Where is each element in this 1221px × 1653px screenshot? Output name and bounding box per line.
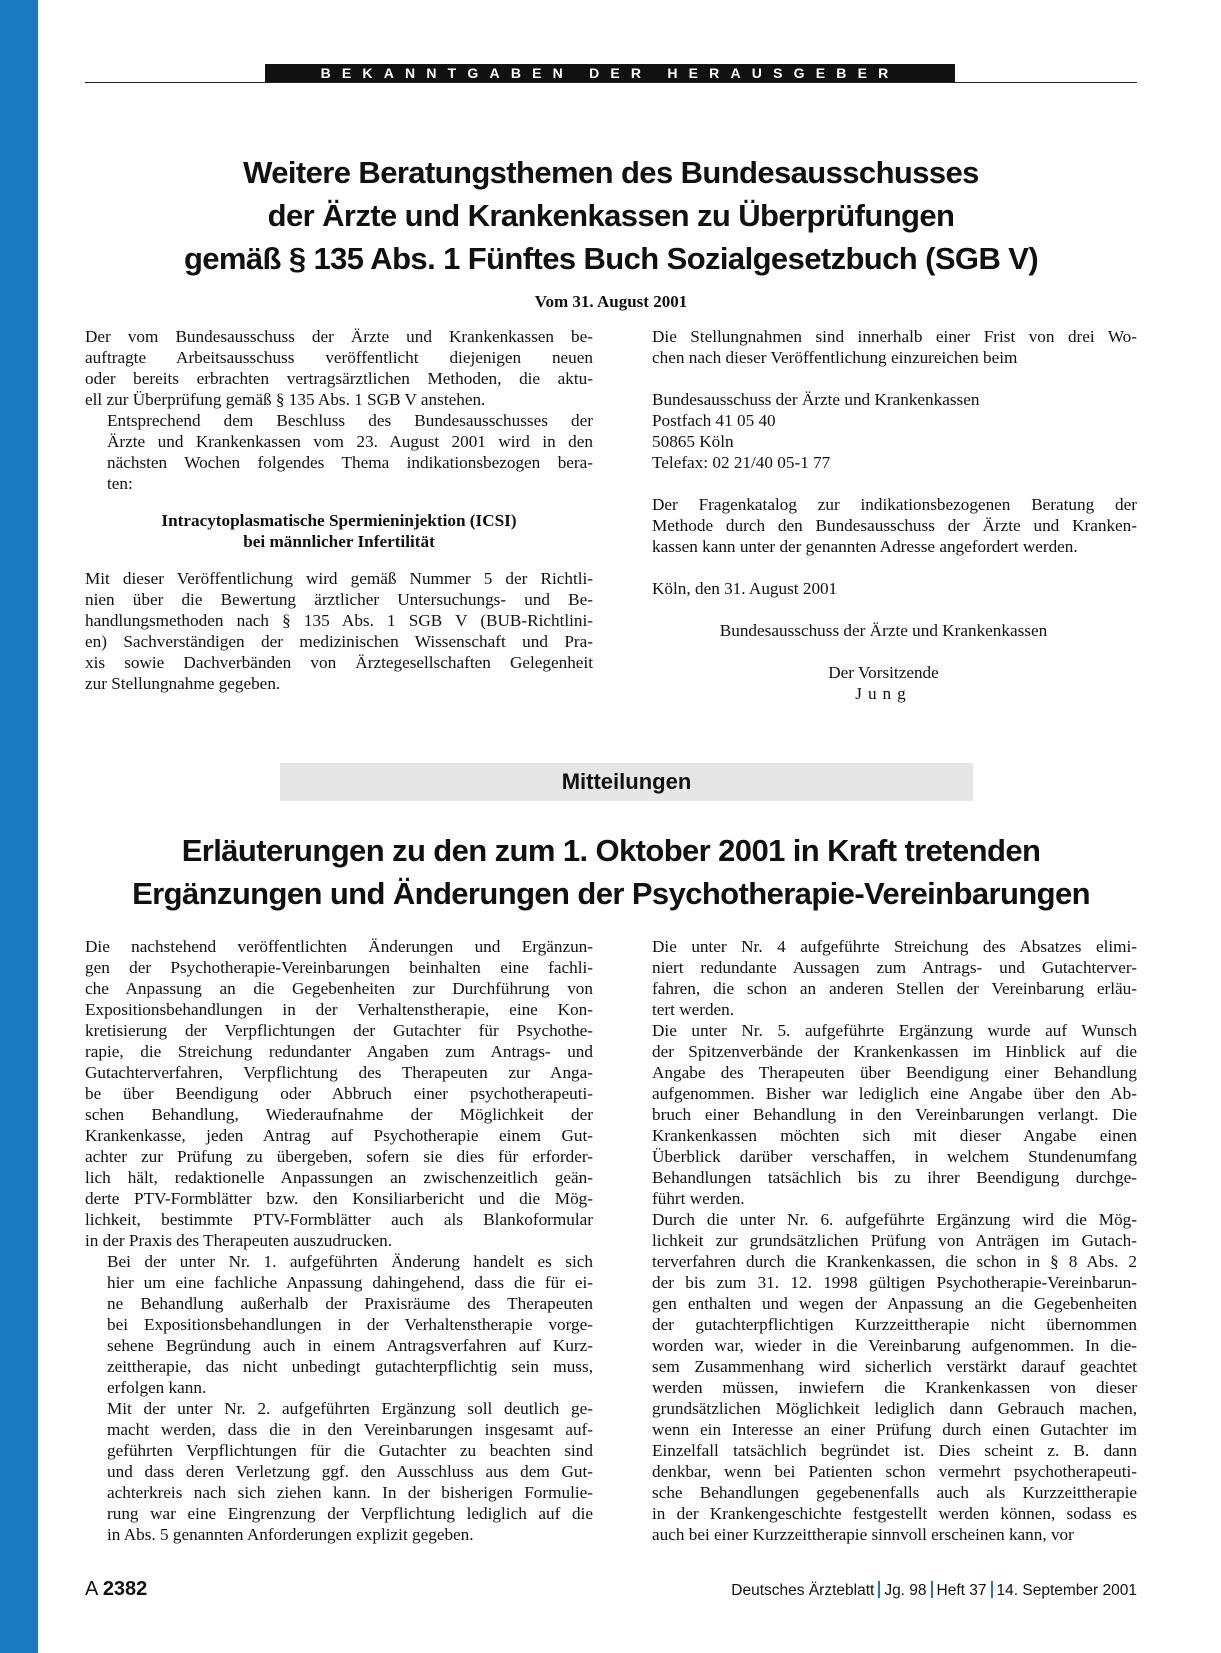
title-line: der Ärzte und Krankenkassen zu Überprüfungen [267, 198, 955, 233]
text-line: werden müssen, inwiefern die Krankenkassen von dieser [652, 1378, 1137, 1397]
text-line: Der Fragenkatalog zur indikationsbezogenen Beratung der [652, 495, 1137, 514]
text-line: Gutachterverfahren, Verpflichtung des Therapeuten zur Anga- [85, 1063, 593, 1082]
text-line: gen der Psychotherapie-Vereinbarungen beinhalten eine fachli- [85, 958, 593, 977]
text-line: in der Krankengeschichte festgestellt werden können, sodass es [652, 1504, 1137, 1523]
text-line: Die unter Nr. 5. aufgeführte Ergänzung wurde auf Wunsch [652, 1021, 1137, 1040]
text-line: Entsprechend dem Beschluss des Bundesausschusses der [107, 411, 593, 430]
text-line: aufgenommen. Bisher war lediglich eine Angabe über den Ab- [652, 1084, 1137, 1103]
text-line: erfolgen kann. [107, 1378, 207, 1397]
text-line: en) Sachverständigen der medizinischen Wissenschaft und Pra- [85, 632, 593, 651]
text-line: handlungsmethoden nach § 135 Abs. 1 SGB V (BUB-Richtlini- [85, 611, 593, 630]
journal-date: 14. September 2001 [996, 1582, 1137, 1599]
page-prefix: A [85, 1578, 98, 1600]
text-line: Bundesausschuss der Ärzte und Krankenkassen [652, 390, 980, 409]
journal-volume: Jg. 98 [884, 1582, 927, 1599]
text-line: terverfahren durch die Krankenkassen, die schon in § 8 Abs. 2 [652, 1252, 1137, 1271]
text-line: sem Zusammenhang wird sicherlich verstärkt darauf geachtet [652, 1357, 1137, 1376]
text-line: der bis zum 31. 12. 1998 gültigen Psychotherapie-Vereinbarun- [652, 1273, 1137, 1292]
text-line: schen Behandlung, Wiederaufnahme der Möglichkeit der [85, 1105, 593, 1124]
text-line: auch bei einer Kurzzeittherapie sinnvoll erscheinen kann, vor [652, 1525, 1074, 1544]
text-line: ell zur Überprüfung gemäß § 135 Abs. 1 SGB V anstehen. [85, 390, 486, 409]
text-line: wenn ein Interesse an einer Prüfung durch einen Gutachter im [652, 1420, 1137, 1439]
text-line: Die Stellungnahmen sind innerhalb einer Frist von drei Wo- [652, 327, 1137, 346]
text-line: sche Behandlungen gegebenenfalls auch als Kurzzeittherapie [652, 1483, 1137, 1502]
paragraph [630, 1020, 1137, 1209]
title-line: Weitere Beratungsthemen des Bundesausschusses [243, 155, 979, 190]
text-line: in Abs. 5 genannten Anforderungen explizit gegeben. [107, 1525, 474, 1544]
signature-org: Bundesausschuss der Ärzte und Krankenkassen [719, 621, 1048, 640]
text-line: der Spitzenverbände der Krankenkassen im Hinblick auf die [652, 1042, 1137, 1061]
paragraph [630, 936, 1137, 1020]
article1-dateline: Vom 31. August 2001 [534, 292, 688, 311]
text-line: rung war eine Eingrenzung der Verpflichtung lediglich auf die [107, 1504, 593, 1523]
text-line: der gutachterpflichtigen Kurzzeittherapie nicht übernommen [652, 1315, 1137, 1334]
text-line: worden war, wieder in die Vereinbarung aufgenommen. In die- [652, 1336, 1137, 1355]
address-block [630, 389, 1137, 473]
title-line: Ergänzungen und Änderungen der Psychotherapie-Vereinbarungen [132, 876, 1090, 911]
text-line: bei Expositionsbehandlungen in der Verhaltenstherapie vorge- [107, 1315, 593, 1334]
paragraph [630, 326, 1137, 368]
text-line: tert werden. [652, 1000, 735, 1019]
text-line: Die unter Nr. 4 aufgeführte Streichung des Absatzes elimi- [652, 937, 1137, 956]
text-line: oder bereits erbrachten vertragsärztlichen Methoden, die aktu- [85, 369, 593, 388]
paragraph [630, 494, 1137, 557]
separator [991, 1581, 993, 1598]
text-line: Mit dieser Veröffentlichung wird gemäß Nummer 5 der Richtli- [85, 569, 593, 588]
place-date: Köln, den 31. August 2001 [652, 579, 838, 598]
separator [878, 1581, 880, 1598]
page-number-value: 2382 [102, 1578, 148, 1600]
text-line: bei männlicher Infertilität [243, 532, 435, 551]
text-line: Krankenkasse, jeden Antrag auf Psychotherapie einem Gut- [85, 1126, 593, 1145]
separator [931, 1581, 933, 1598]
section-header: BEKANNTGABEN DER HERAUSGEBER [265, 64, 955, 83]
text-line: ne Behandlung außerhalb der Praxisräume des Therapeuten [107, 1294, 593, 1313]
text-line: Postfach 41 05 40 [652, 411, 776, 430]
side-color-bar [0, 0, 38, 1653]
text-line: führt werden. [652, 1189, 745, 1208]
header-rule [85, 82, 1137, 83]
text-line: auftragte Arbeitsausschuss veröffentlicht diejenigen neuen [85, 348, 593, 367]
paragraph [85, 936, 593, 1251]
text-line: Methode durch den Bundesausschuss der Ärzte und Kranken- [652, 516, 1137, 535]
paragraph [85, 410, 593, 494]
text-line: Krankenkassen möchten sich mit dieser Angabe einen [652, 1126, 1137, 1145]
text-line: lichkeit, bestimmte PTV-Formblätter auch als Blankoformular [85, 1210, 593, 1229]
text-line: zur Stellungnahme gegeben. [85, 674, 281, 693]
text-line: ten: [107, 474, 133, 493]
title-line: Erläuterungen zu den zum 1. Oktober 2001 in Kraft tretenden [181, 833, 1041, 868]
paragraph [85, 1251, 593, 1398]
article1-left-column [85, 326, 593, 694]
text-line: niert redundante Aussagen zum Antrags- und Gutachterver- [652, 958, 1137, 977]
text-line: Überblick darüber verschaffen, in welchem Stundenumfang [652, 1147, 1137, 1166]
text-line: achter zur Prüfung zu übergeben, sofern sie dies für erforder- [85, 1147, 593, 1166]
text-line: Angabe des Therapeuten über Beendigung einer Behandlung [652, 1063, 1137, 1082]
text-line: Durch die unter Nr. 6. aufgeführte Ergänzung wird die Mög- [652, 1210, 1137, 1229]
paragraph [85, 568, 593, 694]
text-line: be über Beendigung oder Abbruch einer psychotherapeuti- [85, 1084, 593, 1103]
paragraph [85, 1398, 593, 1545]
text-line: chen nach dieser Veröffentlichung einzureichen beim [652, 348, 1018, 367]
text-line: Bei der unter Nr. 1. aufgeführten Änderung handelt es sich [107, 1252, 593, 1271]
text-line: hier um eine fachliche Anpassung dahingehend, dass die für ei- [107, 1273, 593, 1292]
footer-citation [731, 1581, 1137, 1600]
article2-title [85, 829, 1137, 915]
page-number [85, 1578, 147, 1601]
text-line: Telefax: 02 21/40 05-1 77 [652, 453, 831, 472]
article1-title [85, 151, 1137, 280]
text-line: Behandlungen tatsächlich bis zu ihrer Beendigung durchge- [652, 1168, 1137, 1187]
text-line: sehene Begründung auch in einem Antragsverfahren auf Kurz- [107, 1336, 593, 1355]
text-line: in der Praxis des Therapeuten auszudrucken. [85, 1231, 393, 1250]
text-line: derte PTV-Formblätter bzw. den Konsiliarbericht und die Mög- [85, 1189, 593, 1208]
text-line: grundsätzlichen Möglichkeit lediglich dann Gebrauch machen, [652, 1399, 1137, 1418]
text-line: gen enthalten und wegen der Anpassung an die Gegebenheiten [652, 1294, 1137, 1313]
text-line: lich hält, redaktionelle Anpassungen an zwischenzeitlich geän- [85, 1168, 593, 1187]
text-line: achterkreis nach sich ziehen kann. In der bisherigen Formulie- [107, 1483, 593, 1502]
text-line: che Anpassung an die Gegebenheiten zur Durchführung von [85, 979, 593, 998]
text-line: Der vom Bundesausschuss der Ärzte und Krankenkassen be- [85, 327, 593, 346]
title-line: gemäß § 135 Abs. 1 Fünftes Buch Sozialgesetzbuch (SGB V) [183, 241, 1039, 276]
text-line: bruch einer Behandlung in den Vereinbarungen verlangt. Die [652, 1105, 1137, 1124]
text-line: rapie, die Streichung redundanter Angaben zum Antrags- und [85, 1042, 593, 1061]
text-line: Intracytoplasmatische Spermieninjektion (ICSI) [161, 511, 517, 530]
text-line: nien über die Bewertung ärztlicher Untersuchungs- und Be- [85, 590, 593, 609]
article1-right-column [630, 326, 1137, 704]
text-line: Ärzte und Krankenkassen vom 23. August 2001 wird in den [107, 432, 593, 451]
paragraph [630, 1209, 1137, 1545]
text-line: 50865 Köln [652, 432, 734, 451]
text-line: xis sowie Dachverbänden von Ärztegesellschaften Gelegenheit [85, 653, 593, 672]
text-line: denkbar, wenn bei Patienten schon vermehrt psychotherapeuti- [652, 1462, 1137, 1481]
section-label-mitteilungen: Mitteilungen [280, 763, 973, 801]
text-line: fahren, die schon an anderen Stellen der Vereinbarung erläu- [652, 979, 1137, 998]
text-line: kassen kann unter der genannten Adresse angefordert werden. [652, 537, 1078, 556]
journal-issue: Heft 37 [936, 1582, 987, 1599]
text-line: macht werden, dass die in den Vereinbarungen insgesamt auf- [107, 1420, 593, 1439]
signature-name: Jung [855, 684, 912, 703]
text-line: Mit der unter Nr. 2. aufgeführten Ergänzung soll deutlich ge- [107, 1399, 593, 1418]
topic-heading [85, 510, 593, 552]
text-line: lichkeit zur grundsätzlichen Prüfung von Anträgen im Gutach- [652, 1231, 1137, 1250]
text-line: Expositionsbehandlungen in der Verhaltenstherapie, eine Kon- [85, 1000, 593, 1019]
text-line: nächsten Wochen folgendes Thema indikationsbezogen bera- [107, 453, 593, 472]
text-line: zeittherapie, das nicht unbedingt gutachterpflichtig sein muss, [107, 1357, 593, 1376]
text-line: Einzelfall tatsächlich begründet ist. Dies scheint z. B. dann [652, 1441, 1137, 1460]
text-line: kretisierung der Verpflichtungen der Gutachter für Psychothe- [85, 1021, 593, 1040]
paragraph [85, 326, 593, 410]
journal-name: Deutsches Ärzteblatt [731, 1582, 875, 1599]
text-line: und dass deren Verletzung ggf. den Ausschluss aus dem Gut- [107, 1462, 593, 1481]
article2-right-column [630, 936, 1137, 1545]
text-line: Die nachstehend veröffentlichten Änderungen und Ergänzun- [85, 937, 593, 956]
article2-left-column [85, 936, 593, 1545]
signature-role: Der Vorsitzende [828, 663, 939, 682]
text-line: geführten Verpflichtungen für die Gutachter zu beachten sind [107, 1441, 593, 1460]
